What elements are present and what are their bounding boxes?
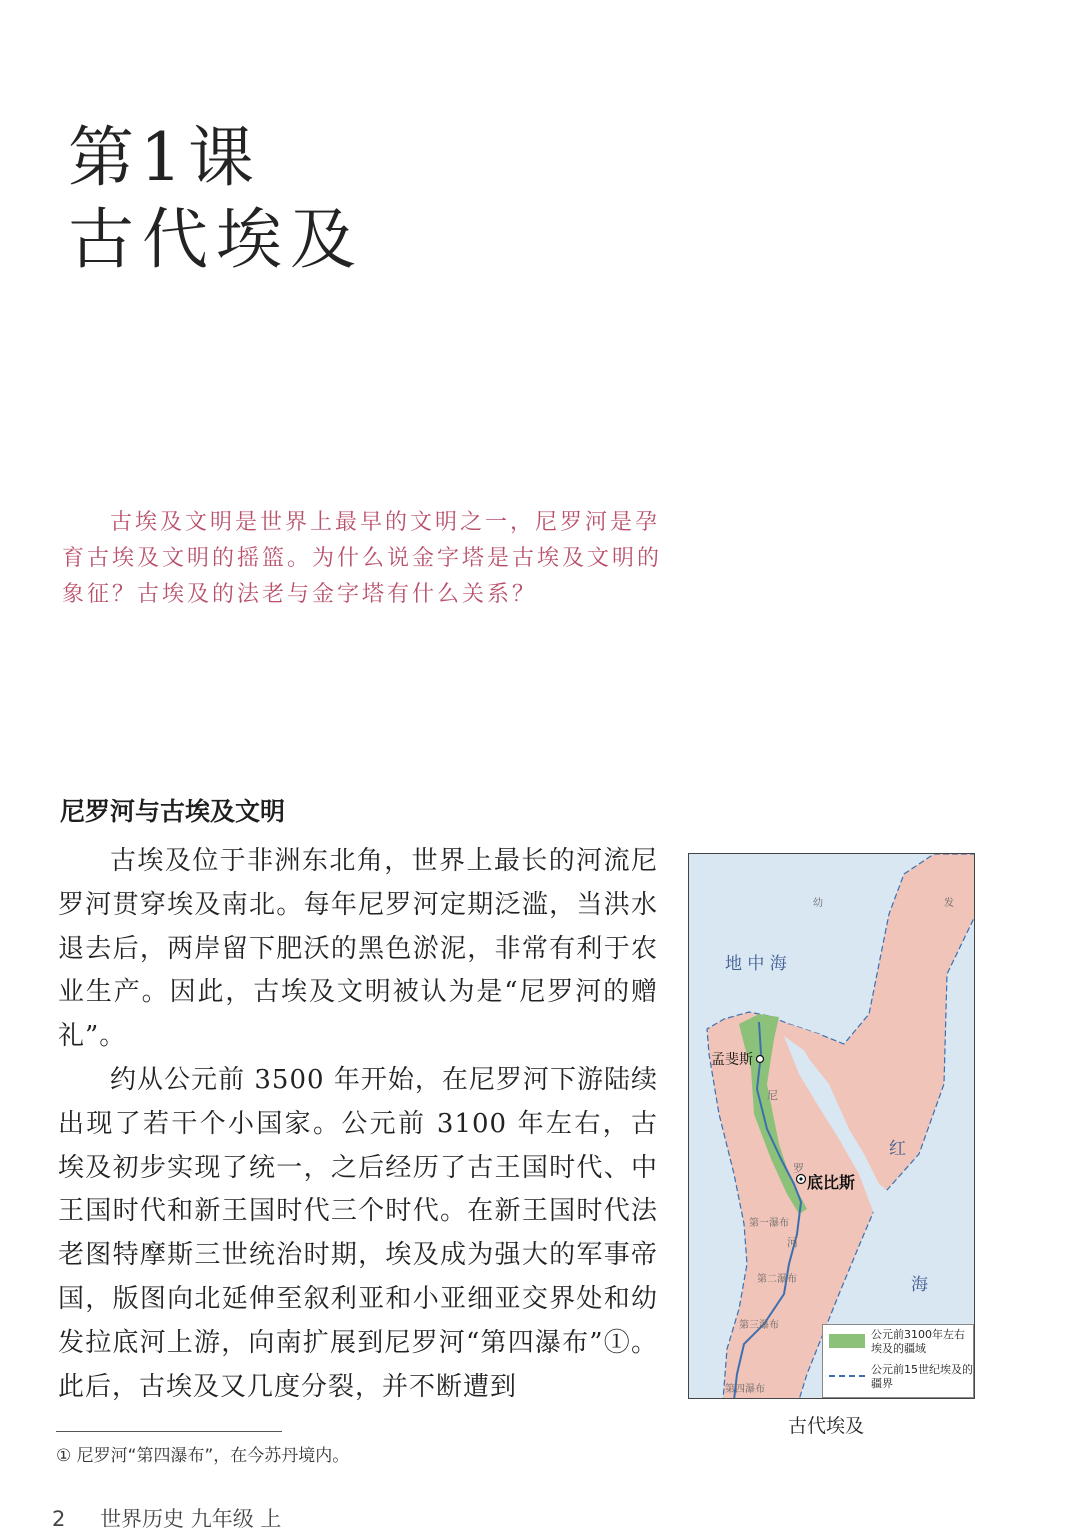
- legend-swatch-green: [829, 1334, 865, 1348]
- label-red-sea-1: 红: [889, 1139, 906, 1159]
- label-river-1: 尼: [767, 1089, 778, 1102]
- label-cataract-1: 第一瀑布: [749, 1218, 789, 1229]
- label-cataract-3: 第三瀑布: [739, 1320, 779, 1331]
- memphis-marker: [757, 1056, 764, 1063]
- label-thebes: 底比斯: [807, 1173, 856, 1192]
- label-cataract-4: 第四瀑布: [725, 1384, 765, 1395]
- book-title: 世界历史 九年级 上: [100, 1507, 282, 1531]
- page-number: 2: [52, 1507, 66, 1531]
- body-paragraph: 约从公元前 3500 年开始，在尼罗河下游陆续出现了若干个小国家。公元前 3100 年左右，古埃及初步实现了统一，之后经历了古王国时代、中王国时代和新王国时代三个时代。在新王国时代法老图特摩斯三世统治时期，埃及成为强大的军事帝国，版图向北延伸至叙利亚和小亚细亚交界处和幼发拉底河上游，向南扩展到尼罗河“第四瀑布”①。此后，古埃及又几度分裂，并不断遭到: [58, 1064, 658, 1402]
- label-top-1: 幼: [813, 898, 823, 909]
- map-legend: [822, 1324, 974, 1398]
- ancient-egypt-map: [688, 853, 975, 1399]
- label-river-2: 罗: [793, 1162, 804, 1175]
- label-top-2: 发: [944, 898, 954, 909]
- lesson-title: 古代埃及: [68, 201, 364, 278]
- lesson-number: 第1课: [68, 119, 260, 196]
- page-footer: [52, 1505, 281, 1533]
- label-memphis: 孟斐斯: [711, 1052, 753, 1068]
- legend-text-border: 公元前15世纪埃及的疆界: [871, 1363, 973, 1390]
- body-paragraph: 古埃及位于非洲东北角，世界上最长的河流尼罗河贯穿埃及南北。每年尼罗河定期泛滥，当洪水退去后，两岸留下肥沃的黑色淤泥，非常有利于农业生产。因此，古埃及文明被认为是“尼罗河的赠礼”。: [58, 846, 658, 1052]
- map-caption: 古代埃及: [788, 1415, 865, 1437]
- intro-text: 古埃及文明是世界上最早的文明之一，尼罗河是孕育古埃及文明的摇篮。为什么说金字塔是古埃及文明的象征？古埃及的法老与金字塔有什么关系？: [62, 510, 663, 607]
- body-text: [58, 840, 658, 1409]
- label-mediterranean: 地 中 海: [725, 954, 787, 974]
- footnote-divider: [56, 1431, 282, 1432]
- legend-swatch-line: [829, 1375, 865, 1377]
- footnote: ① 尼罗河“第四瀑布”，在今苏丹境内。: [56, 1446, 350, 1466]
- section-heading: 尼罗河与古埃及文明: [60, 797, 286, 826]
- map-graphic: [689, 854, 975, 1399]
- label-cataract-2: 第二瀑布: [757, 1274, 797, 1285]
- legend-row-territory: [829, 1328, 973, 1362]
- label-red-sea-2: 海: [911, 1275, 928, 1295]
- legend-text-territory: 公元前3100年左右埃及的疆域: [871, 1328, 965, 1355]
- label-river-3: 河: [787, 1236, 798, 1249]
- legend-row-border: [829, 1363, 973, 1397]
